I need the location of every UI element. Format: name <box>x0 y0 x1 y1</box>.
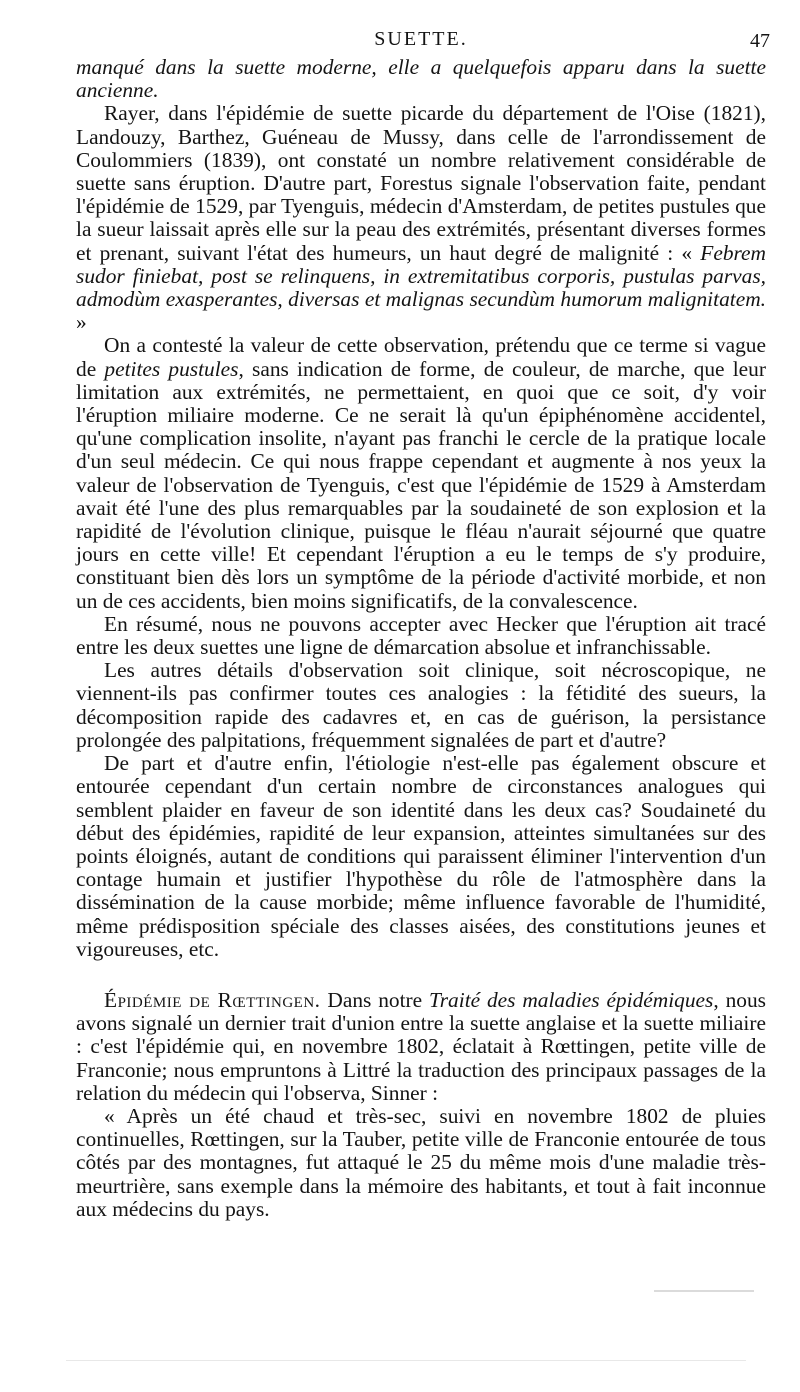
paragraph-text: » <box>76 310 87 335</box>
paragraph-summary: En résumé, nous ne pouvons accepter avec Hecker que l'éruption ait tracé entre les deux suettes une ligne de démarcation absolue et infranchissable. <box>76 611 766 660</box>
paragraph-roettingen <box>76 989 766 1105</box>
section-gap <box>76 961 766 989</box>
paragraph-quotation: « Après un été chaud et très-sec, suivi en novembre 1802 de pluies continuelles, Rœttingen, sur la Tauber, petite ville de Franconie entourée de tous côtés par des montagnes, fut attaqué le 25 du même mois d'une maladie très-meurtrière, sans exemple dans la mémoire des habitants, et tout à fait inconnue aux médecins du pays. <box>76 1103 766 1221</box>
emphasis-text: petites pustules <box>104 356 239 381</box>
page-number: 47 <box>750 30 770 52</box>
paragraph-etiology: De part et d'autre enfin, l'étiologie n'est-elle pas également obscure et entourée cependant d'un certain nombre de circonstances analogues qui semblent plaider en faveur de son identité dans les deux cas? Soudaineté du début des épidémies, rapidité de leur expansion, atteintes simultanées sur des points éloignés, autant de conditions qui paraissent éliminer l'intervention d'un contage humain et justifier l'hypothèse du rôle de l'atmosphère dans la dissémination de la cause morbide; même influence favorable de l'humidité, même prédisposition spéciale des classes aisées, des constitutions jeunes et vigoureuses, etc. <box>76 751 766 961</box>
paragraph-details: Les autres détails d'observation soit clinique, soit nécroscopique, ne viennent-ils pas confirmer toutes ces analogies : la fétidité des sueurs, la décomposition rapide des cadavres et, en cas de guérison, la persistance prolongée des palpitations, fréquemment signalées de part et d'autre? <box>76 658 766 752</box>
latin-quotation: Febrem sudor finiebat, post se relinquens, in extremitatibus corporis, pustulas parvas, admodùm exasperantes, diversas et malignas secundùm humorum malignitatem. <box>76 240 766 312</box>
book-title: Traité des maladies épidémiques <box>429 987 714 1012</box>
paragraph-text: Rayer, dans l'épidémie de suette picarde du département de l'Oise (1821), Landouzy, Barthez, Guéneau de Mussy, dans celle de l'arrondissement de Coulommiers (1839), ont constaté un nombre relativement considérable de suette sans éruption. D'autre part, Forestus signale l'observation faite, pendant l'épidémie de 1529, par Tyenguis, médecin d'Amsterdam, de petites pustules que la sueur laissait après elle sur la peau des extrémités, présentant diverses formes et prenant, suivant l'état des humeurs, un haut degré de malignité : « <box>76 101 766 265</box>
paragraph-continuation: manqué dans la suette moderne, elle a quelquefois apparu dans la suette ancienne. <box>76 55 766 103</box>
paragraph-contest <box>76 334 766 612</box>
paragraph-rayer <box>76 102 766 334</box>
running-head <box>76 24 770 56</box>
running-title: SUETTE. <box>374 28 468 50</box>
paragraph-text: Dans notre <box>320 987 430 1012</box>
paragraph-text: , nous avons signalé un dernier trait d'union entre la suette anglaise et la suette miliaire : c'est l'épidémie qui, en novembre 1802, éclatait à Rœttingen, petite ville de Franconie; nous empruntons à Littré la traduction des principaux passages de la relation du médecin qui l'observa, Sinner : <box>76 987 766 1105</box>
paragraph-text: On a contesté la valeur de cette observation, prétendu que ce terme si vague de <box>76 333 766 381</box>
scan-smudge-top <box>654 1290 754 1292</box>
scan-smudge-bottom <box>66 1360 746 1361</box>
book-page <box>76 24 770 1221</box>
section-heading: Épidémie de Rœttingen. <box>104 987 321 1012</box>
paragraph-text: , sans indication de forme, de couleur, de marche, que leur limitation aux extrémités, ne permettaient, en quoi que ce soit, d'y voir l'éruption miliaire moderne. Ce ne serait là qu'un épiphénomène accidentel, qu'une complication insolite, n'ayant pas franchi le cercle de la pratique locale d'un seul médecin. Ce qui nous frappe cependant et augmente à nos yeux la valeur de l'observation de Tyenguis, c'est que l'épidémie de 1529 à Amsterdam avait été l'une des plus remarquables par la soudaineté de son explosion et la rapidité de l'évolution clinique, puisque le fléau n'aurait séjourné que quatre jours en cette ville! Et cependant l'éruption a eu le temps de s'y produire, constituant bien dès lors un symptôme de la période d'activité morbide, et non un de ces accidents, bien moins significatifs, de la convalescence. <box>76 356 766 613</box>
